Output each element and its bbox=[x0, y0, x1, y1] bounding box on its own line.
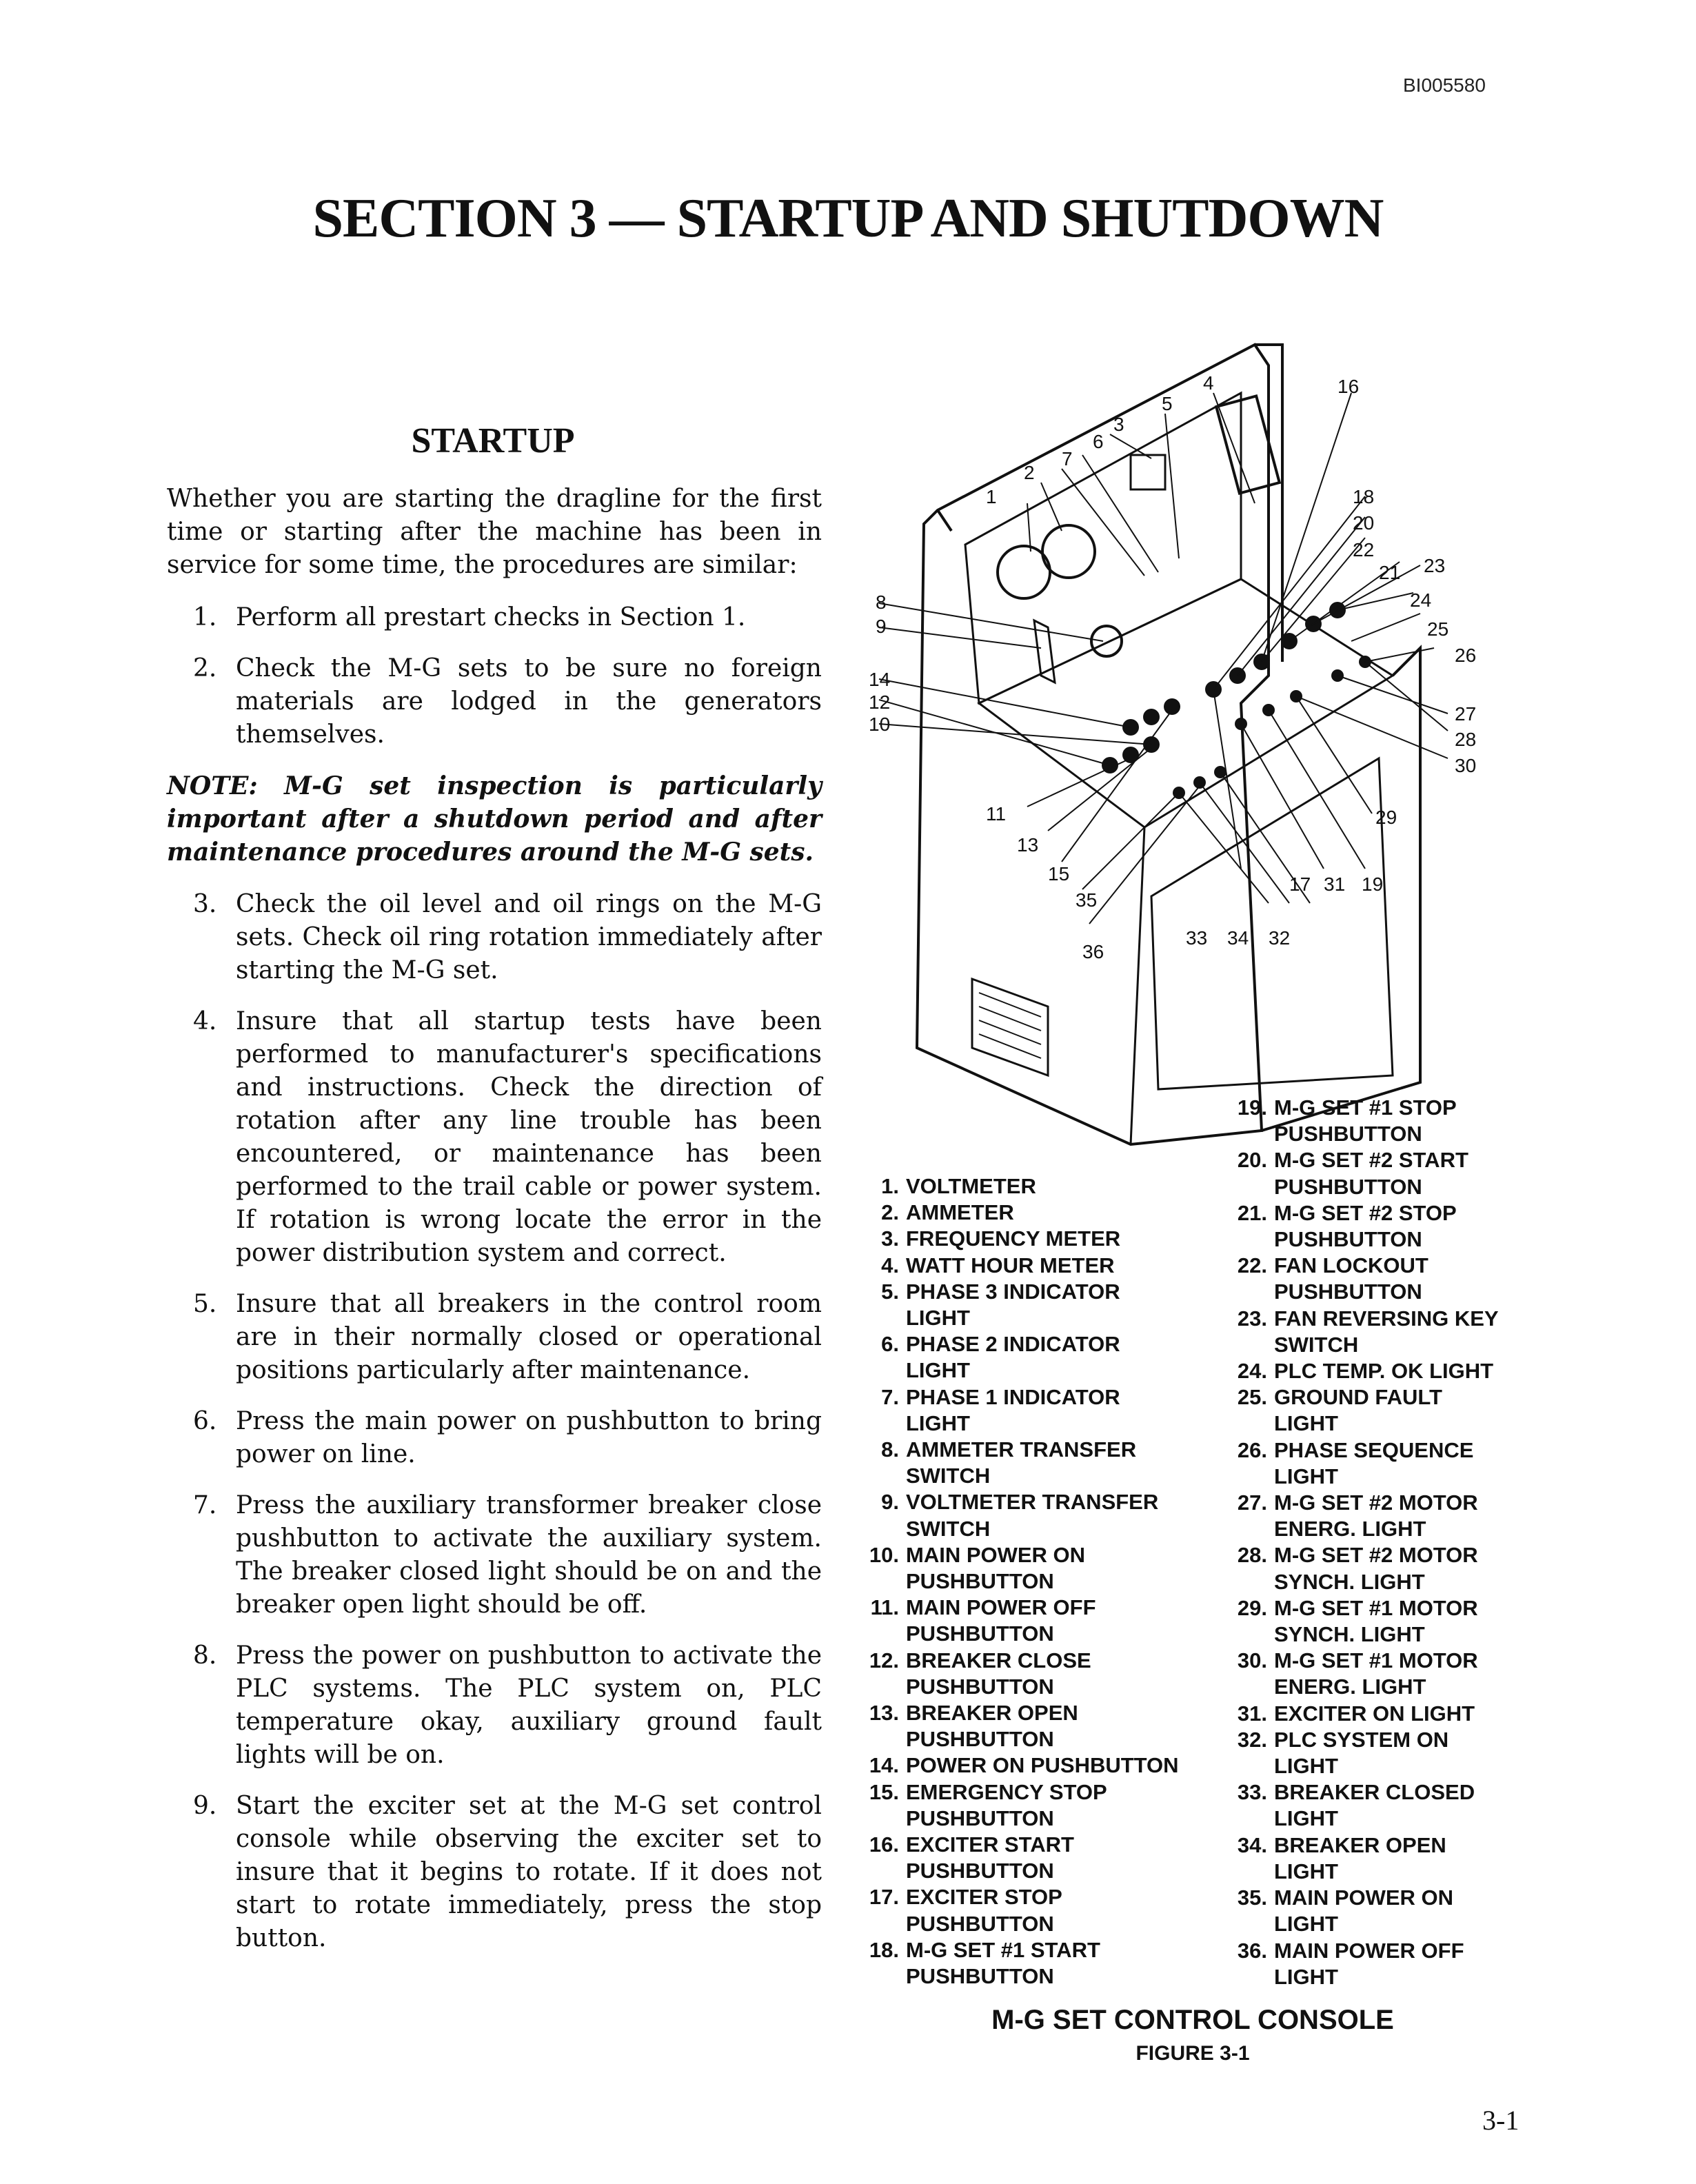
legend-label: POWER ON PUSHBUTTON bbox=[906, 1753, 1179, 1778]
legend-item bbox=[1231, 1437, 1555, 1490]
step-number: 6. bbox=[193, 1407, 217, 1435]
step-text: Check the oil level and oil rings on the M-G sets. Check oil ring rotation immediately after starting the M-G set. bbox=[236, 890, 822, 984]
figure-legend-right bbox=[1231, 1095, 1555, 1990]
legend-item bbox=[863, 1437, 1222, 1489]
callout-label: 9 bbox=[876, 616, 887, 637]
callout-label: 23 bbox=[1424, 555, 1446, 576]
legend-label-cont: PUSHBUTTON bbox=[906, 1859, 1054, 1883]
step-item bbox=[167, 1639, 822, 1772]
step-number: 8. bbox=[193, 1641, 217, 1670]
callout-label: 17 bbox=[1289, 873, 1311, 895]
legend-number: 24. bbox=[1237, 1359, 1267, 1384]
legend-label: MAIN POWER OFF bbox=[906, 1595, 1096, 1620]
legend-label: M-G SET #2 MOTOR bbox=[1274, 1543, 1478, 1568]
callout-label: 32 bbox=[1269, 927, 1291, 949]
legend-label: FAN REVERSING KEY bbox=[1274, 1306, 1499, 1331]
legend-label-cont: PUSHBUTTON bbox=[906, 1806, 1054, 1830]
step-item bbox=[167, 888, 822, 987]
console-cabinet bbox=[917, 345, 1420, 1144]
legend-label: PHASE 3 INDICATOR bbox=[906, 1279, 1120, 1304]
legend-label: M-G SET #1 STOP bbox=[1274, 1095, 1457, 1120]
legend-label-cont: PUSHBUTTON bbox=[906, 1964, 1054, 1989]
callout-label: 20 bbox=[1353, 512, 1375, 534]
legend-item bbox=[1231, 1885, 1555, 1937]
legend-label: M-G SET #1 MOTOR bbox=[1274, 1648, 1478, 1673]
legend-item bbox=[863, 1884, 1222, 1937]
legend-number: 3. bbox=[881, 1226, 899, 1251]
legend-label: VOLTMETER TRANSFER bbox=[906, 1490, 1159, 1515]
legend-number: 36. bbox=[1237, 1938, 1267, 1963]
legend-number: 13. bbox=[869, 1701, 899, 1726]
step-item bbox=[167, 1790, 822, 1955]
step-number: 4. bbox=[193, 1007, 217, 1035]
legend-label-cont: LIGHT bbox=[1274, 1964, 1338, 1989]
legend-label: AMMETER TRANSFER bbox=[906, 1437, 1137, 1462]
callout-label: 5 bbox=[1162, 393, 1173, 414]
console-meters bbox=[998, 525, 1122, 682]
legend-label: FAN LOCKOUT bbox=[1274, 1253, 1429, 1278]
legend-label-cont: SWITCH bbox=[906, 1516, 991, 1541]
legend-item bbox=[863, 1253, 1222, 1279]
callout-label: 4 bbox=[1203, 372, 1214, 394]
step-text: Insure that all breakers in the control room are in their normally closed or operational positions particularly after maintenance. bbox=[236, 1290, 822, 1384]
step-number: 3. bbox=[193, 890, 217, 918]
callout-label: 22 bbox=[1353, 539, 1375, 560]
callout-label: 25 bbox=[1427, 618, 1449, 640]
callout-label: 26 bbox=[1455, 645, 1477, 666]
startup-text-column bbox=[167, 483, 822, 1973]
step-text: Perform all prestart checks in Section 1. bbox=[236, 603, 746, 631]
callout-label: 19 bbox=[1362, 873, 1384, 895]
legend-label: EXCITER START bbox=[906, 1832, 1074, 1857]
legend-item bbox=[1231, 1200, 1555, 1253]
step-number: 9. bbox=[193, 1792, 217, 1820]
legend-label-cont: LIGHT bbox=[906, 1358, 970, 1383]
legend-label-cont: PUSHBUTTON bbox=[906, 1621, 1054, 1646]
legend-label: M-G SET #2 MOTOR bbox=[1274, 1490, 1478, 1515]
legend-label-cont: PUSHBUTTON bbox=[906, 1727, 1054, 1752]
legend-number: 29. bbox=[1237, 1595, 1267, 1620]
legend-number: 22. bbox=[1237, 1253, 1267, 1278]
callout-label: 35 bbox=[1076, 889, 1098, 911]
figure-number: FIGURE 3-1 bbox=[1135, 2042, 1250, 2065]
legend-label: VOLTMETER bbox=[906, 1174, 1036, 1198]
step-text: Press the power on pushbutton to activate the PLC systems. The PLC system on, PLC temperature okay, auxiliary ground fault lights will be on. bbox=[236, 1641, 822, 1769]
legend-number: 31. bbox=[1237, 1701, 1267, 1726]
legend-label: M-G SET #2 STOP bbox=[1274, 1200, 1457, 1225]
legend-item bbox=[1231, 1779, 1555, 1832]
steps-list-b bbox=[167, 888, 822, 1955]
legend-number: 20. bbox=[1237, 1148, 1267, 1173]
legend-item bbox=[1231, 1095, 1555, 1147]
callout-label: 14 bbox=[869, 669, 891, 690]
callout-label: 2 bbox=[1024, 462, 1035, 483]
callout-label: 1 bbox=[986, 486, 997, 507]
legend-label-cont: LIGHT bbox=[906, 1410, 970, 1435]
legend-label: EMERGENCY STOP bbox=[906, 1779, 1107, 1804]
console-pushbuttons bbox=[1102, 602, 1371, 799]
legend-label: PHASE 1 INDICATOR bbox=[906, 1384, 1120, 1409]
control-console-drawing bbox=[855, 317, 1544, 1186]
legend-label-cont: LIGHT bbox=[1274, 1464, 1338, 1488]
legend-number: 21. bbox=[1237, 1200, 1267, 1225]
legend-item bbox=[863, 1173, 1222, 1200]
legend-number: 33. bbox=[1237, 1780, 1267, 1805]
intro-paragraph: Whether you are starting the dragline for the first time or starting after the machine has been in service for some time, the procedures are similar: bbox=[167, 485, 822, 579]
legend-label-cont: LIGHT bbox=[906, 1306, 970, 1331]
legend-number: 35. bbox=[1237, 1885, 1267, 1910]
legend-number: 26. bbox=[1237, 1437, 1267, 1462]
legend-label-cont: LIGHT bbox=[1274, 1411, 1338, 1436]
legend-item bbox=[863, 1595, 1222, 1647]
document-id: BI005580 bbox=[1403, 74, 1486, 96]
startup-heading: STARTUP bbox=[411, 421, 575, 461]
step-text: Start the exciter set at the M-G set control console while observing the exciter set to insure that it begins to rotate. If it does not start to rotate immediately, press the stop button. bbox=[236, 1792, 822, 1952]
legend-item bbox=[1231, 1832, 1555, 1885]
figure-legend-left bbox=[863, 1173, 1222, 1990]
step-text: Check the M-G sets to be sure no foreign materials are lodged in the generators themselves. bbox=[236, 654, 822, 749]
legend-label: BREAKER CLOSED bbox=[1274, 1780, 1475, 1805]
legend-number: 30. bbox=[1237, 1648, 1267, 1673]
legend-item bbox=[1231, 1358, 1555, 1384]
step-text: Press the auxiliary transformer breaker close pushbutton to activate the auxiliary system. The breaker closed light should be on and the breaker open light should be off. bbox=[236, 1491, 822, 1619]
legend-label-cont: LIGHT bbox=[1274, 1806, 1338, 1831]
step-number: 5. bbox=[193, 1290, 217, 1318]
legend-label-cont: SYNCH. LIGHT bbox=[1274, 1622, 1425, 1647]
legend-label: MAIN POWER OFF bbox=[1274, 1938, 1464, 1963]
callout-label: 36 bbox=[1082, 941, 1104, 962]
legend-number: 4. bbox=[881, 1253, 899, 1277]
section-title: SECTION 3 — STARTUP AND SHUTDOWN bbox=[312, 188, 1384, 249]
legend-label-cont: PUSHBUTTON bbox=[906, 1569, 1054, 1594]
callout-label: 33 bbox=[1186, 927, 1208, 949]
step-number: 2. bbox=[193, 654, 217, 682]
legend-label: BREAKER OPEN bbox=[906, 1701, 1078, 1726]
legend-label: PHASE 2 INDICATOR bbox=[906, 1332, 1120, 1357]
legend-item bbox=[863, 1779, 1222, 1832]
callout-label: 10 bbox=[869, 714, 891, 735]
legend-number: 11. bbox=[870, 1595, 899, 1620]
legend-label: EXCITER ON LIGHT bbox=[1274, 1701, 1475, 1726]
legend-label-cont: LIGHT bbox=[1274, 1754, 1338, 1779]
step-text: Insure that all startup tests have been performed to manufacturer's specifications and instructions. Check the direction of rotation after any line trouble has been encountered, or maintenance has been performed to the trail cable or power system. If rotation is wrong locate the error in the power distribution system and correct. bbox=[236, 1007, 822, 1267]
legend-label: M-G SET #1 MOTOR bbox=[1274, 1595, 1478, 1620]
callout-label: 30 bbox=[1455, 755, 1477, 776]
legend-number: 19. bbox=[1237, 1095, 1267, 1120]
legend-number: 25. bbox=[1237, 1385, 1267, 1410]
legend-item bbox=[1231, 1147, 1555, 1200]
legend-number: 34. bbox=[1237, 1832, 1267, 1857]
legend-label-cont: SYNCH. LIGHT bbox=[1274, 1569, 1425, 1594]
legend-label: AMMETER bbox=[906, 1200, 1014, 1225]
legend-label-cont: PUSHBUTTON bbox=[1274, 1280, 1422, 1304]
callout-label: 12 bbox=[869, 691, 891, 713]
legend-item bbox=[1231, 1648, 1555, 1700]
legend-number: 14. bbox=[869, 1753, 899, 1778]
legend-label: PLC SYSTEM ON bbox=[1274, 1727, 1449, 1752]
legend-number: 12. bbox=[869, 1648, 899, 1672]
legend-item bbox=[863, 1384, 1222, 1437]
legend-item bbox=[863, 1832, 1222, 1884]
step-item bbox=[167, 1489, 822, 1621]
legend-item bbox=[863, 1937, 1222, 1990]
legend-label-cont: SWITCH bbox=[1274, 1332, 1359, 1357]
legend-number: 7. bbox=[881, 1384, 899, 1409]
legend-item bbox=[1231, 1253, 1555, 1305]
inspection-note: NOTE: M-G set inspection is particularly important after a shutdown period and after maintenance procedures around the M-G sets. bbox=[167, 771, 822, 867]
step-item bbox=[167, 1405, 822, 1471]
figure-caption: M-G SET CONTROL CONSOLE bbox=[991, 2005, 1394, 2035]
legend-label: GROUND FAULT bbox=[1274, 1385, 1442, 1410]
legend-label-cont: PUSHBUTTON bbox=[906, 1911, 1054, 1936]
callout-label: 18 bbox=[1353, 486, 1375, 507]
step-item bbox=[167, 1288, 822, 1387]
legend-label: FREQUENCY METER bbox=[906, 1226, 1121, 1251]
legend-label-cont: PUSHBUTTON bbox=[1274, 1174, 1422, 1199]
callout-label: 21 bbox=[1379, 562, 1401, 583]
callout-label: 13 bbox=[1017, 834, 1039, 856]
legend-number: 15. bbox=[869, 1779, 899, 1804]
legend-label-cont: SWITCH bbox=[906, 1464, 991, 1488]
legend-number: 10. bbox=[869, 1542, 899, 1567]
legend-label-cont: PUSHBUTTON bbox=[1274, 1227, 1422, 1252]
legend-number: 9. bbox=[881, 1490, 899, 1515]
legend-item bbox=[863, 1226, 1222, 1252]
callout-label: 28 bbox=[1455, 729, 1477, 750]
legend-item bbox=[1231, 1542, 1555, 1595]
legend-item bbox=[863, 1279, 1222, 1331]
page-number: 3-1 bbox=[1482, 2105, 1520, 2136]
step-text: Press the main power on pushbutton to bring power on line. bbox=[236, 1407, 822, 1468]
callout-label: 8 bbox=[876, 592, 887, 613]
step-item bbox=[167, 652, 822, 751]
legend-item bbox=[1231, 1701, 1555, 1727]
legend-item bbox=[863, 1542, 1222, 1595]
callout-label: 3 bbox=[1113, 414, 1124, 435]
legend-label-cont: LIGHT bbox=[1274, 1912, 1338, 1937]
legend-number: 32. bbox=[1237, 1727, 1267, 1752]
legend-label: PHASE SEQUENCE bbox=[1274, 1437, 1474, 1462]
legend-item bbox=[863, 1752, 1222, 1779]
legend-label-cont: ENERG. LIGHT bbox=[1274, 1675, 1426, 1699]
legend-number: 17. bbox=[869, 1885, 899, 1910]
step-number: 1. bbox=[193, 603, 217, 631]
legend-number: 8. bbox=[881, 1437, 899, 1462]
callout-label: 29 bbox=[1375, 807, 1397, 828]
callout-label: 11 bbox=[986, 803, 1007, 825]
legend-item bbox=[863, 1648, 1222, 1700]
legend-label: MAIN POWER ON bbox=[1274, 1885, 1454, 1910]
legend-number: 1. bbox=[881, 1174, 899, 1198]
legend-label-cont: ENERG. LIGHT bbox=[1274, 1517, 1426, 1541]
legend-label: BREAKER CLOSE bbox=[906, 1648, 1091, 1672]
callout-label: 7 bbox=[1062, 448, 1073, 469]
callout-labels bbox=[869, 372, 1476, 962]
steps-list-a bbox=[167, 601, 822, 751]
step-item bbox=[167, 1005, 822, 1270]
legend-item bbox=[1231, 1306, 1555, 1358]
legend-number: 23. bbox=[1237, 1306, 1267, 1331]
callout-label: 6 bbox=[1093, 431, 1104, 452]
legend-item bbox=[1231, 1727, 1555, 1779]
legend-label: M-G SET #2 START bbox=[1274, 1148, 1468, 1173]
step-item bbox=[167, 601, 822, 634]
legend-item bbox=[863, 1700, 1222, 1752]
callout-label: 16 bbox=[1337, 376, 1360, 397]
callout-label: 31 bbox=[1324, 873, 1346, 895]
legend-number: 18. bbox=[869, 1937, 899, 1962]
callout-label: 24 bbox=[1410, 589, 1432, 611]
legend-item bbox=[1231, 1938, 1555, 1990]
legend-item bbox=[1231, 1490, 1555, 1542]
callout-label: 27 bbox=[1455, 703, 1477, 725]
legend-label: PLC TEMP. OK LIGHT bbox=[1274, 1359, 1494, 1384]
legend-label: MAIN POWER ON bbox=[906, 1542, 1086, 1567]
legend-item bbox=[1231, 1384, 1555, 1437]
legend-number: 16. bbox=[869, 1832, 899, 1857]
legend-item bbox=[863, 1489, 1222, 1541]
legend-number: 27. bbox=[1237, 1490, 1267, 1515]
legend-label: WATT HOUR METER bbox=[906, 1253, 1115, 1277]
legend-item bbox=[863, 1331, 1222, 1384]
legend-number: 2. bbox=[881, 1200, 899, 1225]
legend-item bbox=[863, 1200, 1222, 1226]
legend-label: BREAKER OPEN bbox=[1274, 1832, 1446, 1857]
step-number: 7. bbox=[193, 1491, 217, 1519]
legend-label-cont: PUSHBUTTON bbox=[906, 1674, 1054, 1699]
legend-item bbox=[1231, 1595, 1555, 1648]
callout-label: 34 bbox=[1227, 927, 1249, 949]
legend-number: 5. bbox=[881, 1279, 899, 1304]
callout-label: 15 bbox=[1048, 863, 1070, 884]
legend-number: 6. bbox=[881, 1332, 899, 1357]
legend-label-cont: LIGHT bbox=[1274, 1859, 1338, 1883]
legend-label: M-G SET #1 START bbox=[906, 1937, 1100, 1962]
legend-label-cont: PUSHBUTTON bbox=[1274, 1122, 1422, 1146]
legend-number: 28. bbox=[1237, 1543, 1267, 1568]
legend-label: EXCITER STOP bbox=[906, 1885, 1062, 1910]
